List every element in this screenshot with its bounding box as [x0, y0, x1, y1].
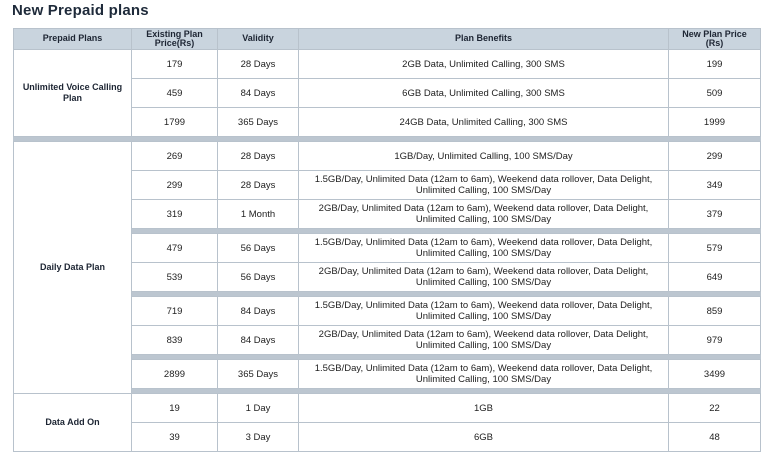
- group-label-data-add-on: Data Add On: [14, 394, 132, 452]
- new-price-cell: 649: [669, 263, 761, 292]
- validity-cell: 365 Days: [218, 108, 299, 137]
- new-price-cell: 509: [669, 79, 761, 108]
- validity-cell: 365 Days: [218, 360, 299, 389]
- new-price-cell: 299: [669, 142, 761, 171]
- header-new-price: New Plan Price (Rs): [669, 29, 761, 50]
- new-price-cell: 579: [669, 234, 761, 263]
- benefits-cell: 1.5GB/Day, Unlimited Data (12am to 6am), Weekend data rollover, Data Delight, Unlimited Calling, 100 SMS/Day: [299, 171, 669, 200]
- group-label-daily-data: Daily Data Plan: [14, 142, 132, 394]
- benefits-cell: 1GB/Day, Unlimited Calling, 100 SMS/Day: [299, 142, 669, 171]
- validity-cell: 1 Day: [218, 394, 299, 423]
- new-price-cell: 22: [669, 394, 761, 423]
- benefits-cell: 2GB/Day, Unlimited Data (12am to 6am), Weekend data rollover, Data Delight, Unlimited Calling, 100 SMS/Day: [299, 263, 669, 292]
- existing-price-cell: 479: [132, 234, 218, 263]
- existing-price-cell: 2899: [132, 360, 218, 389]
- table-row: [14, 142, 761, 171]
- new-price-cell: 199: [669, 50, 761, 79]
- benefits-cell: 24GB Data, Unlimited Calling, 300 SMS: [299, 108, 669, 137]
- benefits-cell: 2GB/Day, Unlimited Data (12am to 6am), Weekend data rollover, Data Delight, Unlimited Calling, 100 SMS/Day: [299, 326, 669, 355]
- existing-price-cell: 839: [132, 326, 218, 355]
- validity-cell: 84 Days: [218, 297, 299, 326]
- new-price-cell: 349: [669, 171, 761, 200]
- benefits-cell: 1GB: [299, 394, 669, 423]
- existing-price-cell: 1799: [132, 108, 218, 137]
- page-title: New Prepaid plans: [12, 2, 149, 19]
- new-price-cell: 979: [669, 326, 761, 355]
- existing-price-cell: 39: [132, 423, 218, 452]
- header-existing-price: Existing Plan Price(Rs): [132, 29, 218, 50]
- benefits-cell: 1.5GB/Day, Unlimited Data (12am to 6am), Weekend data rollover, Data Delight, Unlimited Calling, 100 SMS/Day: [299, 360, 669, 389]
- header-plan-benefits: Plan Benefits: [299, 29, 669, 50]
- existing-price-cell: 299: [132, 171, 218, 200]
- header-prepaid-plans: Prepaid Plans: [14, 29, 132, 50]
- existing-price-cell: 19: [132, 394, 218, 423]
- header-validity: Validity: [218, 29, 299, 50]
- table-row: [14, 394, 761, 423]
- new-price-cell: 48: [669, 423, 761, 452]
- validity-cell: 1 Month: [218, 200, 299, 229]
- new-price-cell: 859: [669, 297, 761, 326]
- existing-price-cell: 269: [132, 142, 218, 171]
- new-price-cell: 1999: [669, 108, 761, 137]
- existing-price-cell: 719: [132, 297, 218, 326]
- validity-cell: 84 Days: [218, 79, 299, 108]
- validity-cell: 56 Days: [218, 234, 299, 263]
- existing-price-cell: 319: [132, 200, 218, 229]
- new-price-cell: 379: [669, 200, 761, 229]
- validity-cell: 28 Days: [218, 142, 299, 171]
- validity-cell: 3 Day: [218, 423, 299, 452]
- existing-price-cell: 179: [132, 50, 218, 79]
- group-label-unlimited-voice: Unlimited Voice Calling Plan: [14, 50, 132, 137]
- benefits-cell: 6GB Data, Unlimited Calling, 300 SMS: [299, 79, 669, 108]
- table-header-row: [14, 29, 761, 50]
- new-price-cell: 3499: [669, 360, 761, 389]
- benefits-cell: 6GB: [299, 423, 669, 452]
- existing-price-cell: 459: [132, 79, 218, 108]
- benefits-cell: 1.5GB/Day, Unlimited Data (12am to 6am), Weekend data rollover, Data Delight, Unlimited Calling, 100 SMS/Day: [299, 297, 669, 326]
- table-row: [14, 50, 761, 79]
- benefits-cell: 2GB Data, Unlimited Calling, 300 SMS: [299, 50, 669, 79]
- validity-cell: 84 Days: [218, 326, 299, 355]
- benefits-cell: 2GB/Day, Unlimited Data (12am to 6am), Weekend data rollover, Data Delight, Unlimited Calling, 100 SMS/Day: [299, 200, 669, 229]
- existing-price-cell: 539: [132, 263, 218, 292]
- benefits-cell: 1.5GB/Day, Unlimited Data (12am to 6am), Weekend data rollover, Data Delight, Unlimited Calling, 100 SMS/Day: [299, 234, 669, 263]
- validity-cell: 28 Days: [218, 171, 299, 200]
- validity-cell: 56 Days: [218, 263, 299, 292]
- prepaid-plans-table: [13, 28, 761, 452]
- validity-cell: 28 Days: [218, 50, 299, 79]
